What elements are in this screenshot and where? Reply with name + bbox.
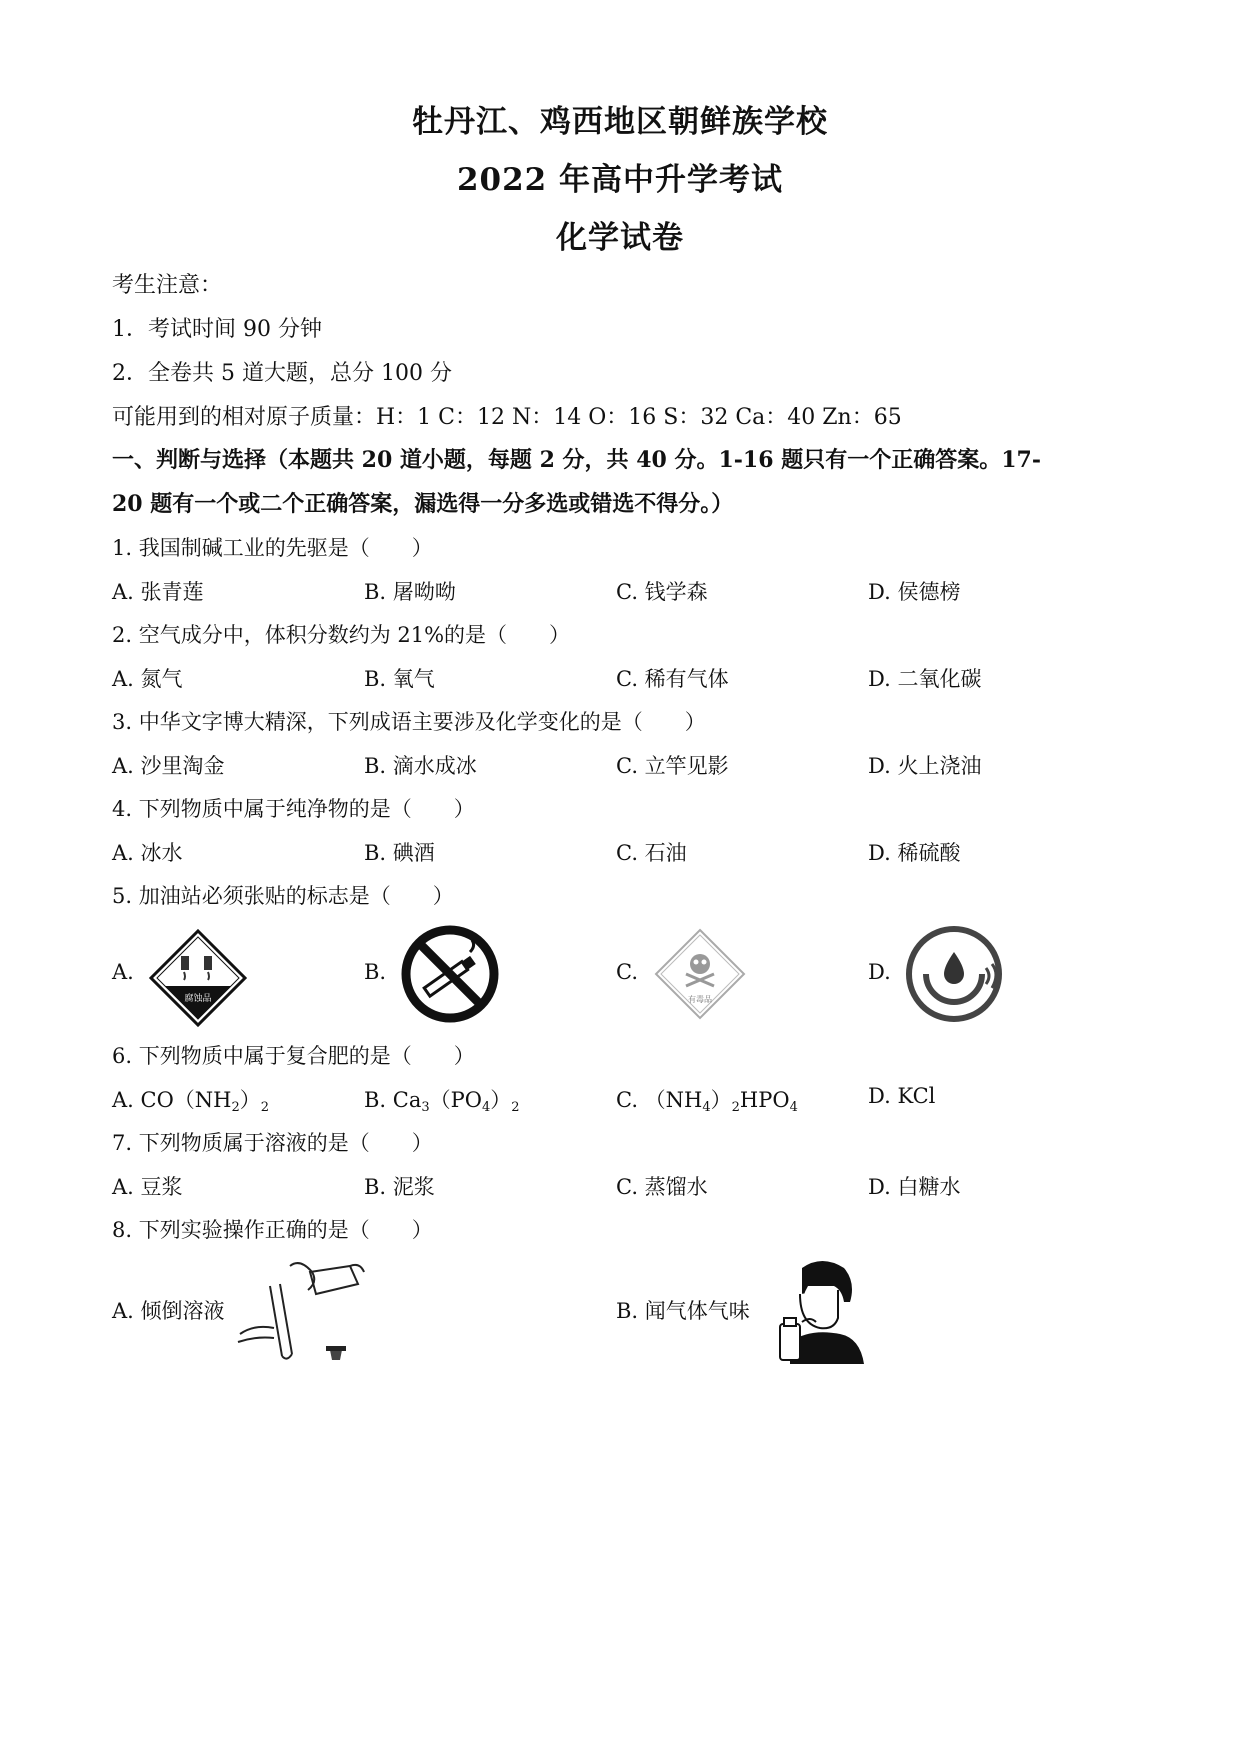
no-smoking-icon[interactable] [400,924,500,1024]
q6-option-c[interactable]: C. $(NH_4)_2HPO_4$ [616,1088,798,1115]
section-heading-line1: 一、判断与选择（本题共 20 道小题，每题 2 分，共 40 分。1-16 题只有一个正确答案。17- [112,447,1041,473]
q5-option-a[interactable]: A. [112,960,134,984]
q5-option-d[interactable]: D. [868,960,891,984]
q7-option-d[interactable]: D. 白糖水 [868,1175,961,1199]
q8-option-a[interactable]: A. 倾倒溶液 [112,1299,225,1323]
q8-option-b[interactable]: B. 闻气体气味 [616,1299,750,1323]
svg-text:有毒品: 有毒品 [688,995,712,1004]
q2-option-d[interactable]: D. 二氧化碳 [868,667,982,691]
q5-option-c[interactable]: C. [616,960,638,984]
toxic-sign-icon[interactable] [650,924,750,1024]
q4-option-d[interactable]: D. 稀硫酸 [868,841,961,865]
q4-option-b[interactable]: B. 碘酒 [364,841,435,865]
smelling-gas-illustration[interactable] [772,1254,867,1369]
question-5-stem: 5. 加油站必须张贴的标志是（ ） [112,884,454,908]
q4-option-c[interactable]: C. 石油 [616,841,687,865]
notice-item-score: 2．全卷共 5 道大题，总分 100 分 [112,361,452,386]
q2-option-c[interactable]: C. 稀有气体 [616,667,729,691]
q2-option-a[interactable]: A. 氮气 [112,667,183,691]
q3-option-d[interactable]: D. 火上浇油 [868,754,982,778]
atomic-masses: 可能用到的相对原子质量：H：1 C：12 N：14 O：16 S：32 Ca：40 Zn：65 [112,405,902,430]
question-4-stem: 4. 下列物质中属于纯净物的是（ ） [112,797,475,821]
notice-item-time: 1．考试时间 90 分钟 [112,317,322,342]
title-subject: 化学试卷 [556,220,684,256]
q1-option-a[interactable]: A. 张青莲 [112,580,204,604]
q3-option-b[interactable]: B. 滴水成冰 [364,754,477,778]
q7-option-b[interactable]: B. 泥浆 [364,1175,435,1199]
question-6-stem: 6. 下列物质中属于复合肥的是（ ） [112,1044,475,1068]
q1-option-c[interactable]: C. 钱学森 [616,580,708,604]
question-7-stem: 7. 下列物质属于溶液的是（ ） [112,1131,433,1155]
q3-option-c[interactable]: C. 立竿见影 [616,754,729,778]
q2-option-b[interactable]: B. 氧气 [364,667,435,691]
title-exam: 2022 年高中升学考试 [456,162,784,198]
question-8-stem: 8. 下列实验操作正确的是（ ） [112,1218,433,1242]
q6-option-d[interactable]: D. KCl [868,1084,936,1108]
question-1-stem: 1. 我国制碱工业的先驱是（ ） [112,536,433,560]
q4-option-a[interactable]: A. 冰水 [112,841,183,865]
q6-option-a[interactable]: A. $CO(NH_2)_2$ [112,1088,270,1115]
q6-option-b[interactable]: B. $Ca_3(PO_4)_2$ [364,1088,520,1115]
svg-text:腐蚀品: 腐蚀品 [184,994,212,1004]
corrosive-sign-icon[interactable] [148,928,248,1028]
pouring-solution-illustration[interactable] [230,1256,390,1366]
q1-option-b[interactable]: B. 屠呦呦 [364,580,456,604]
notice-heading: 考生注意： [112,273,223,298]
q3-option-a[interactable]: A. 沙里淘金 [112,754,225,778]
question-3-stem: 3. 中华文字博大精深，下列成语主要涉及化学变化的是（ ） [112,710,706,734]
q7-option-c[interactable]: C. 蒸馏水 [616,1175,708,1199]
section-heading-line2: 20 题有一个或二个正确答案，漏选得一分多选或错选不得分。） [112,491,734,517]
question-2-stem: 2. 空气成分中，体积分数约为 21%的是（ ） [112,623,571,647]
title-school: 牡丹江、鸡西地区朝鲜族学校 [412,104,828,140]
q1-option-d[interactable]: D. 侯德榜 [868,580,961,604]
q5-option-b[interactable]: B. [364,960,387,984]
water-saving-sign-icon[interactable] [904,924,1004,1024]
q7-option-a[interactable]: A. 豆浆 [112,1175,183,1199]
